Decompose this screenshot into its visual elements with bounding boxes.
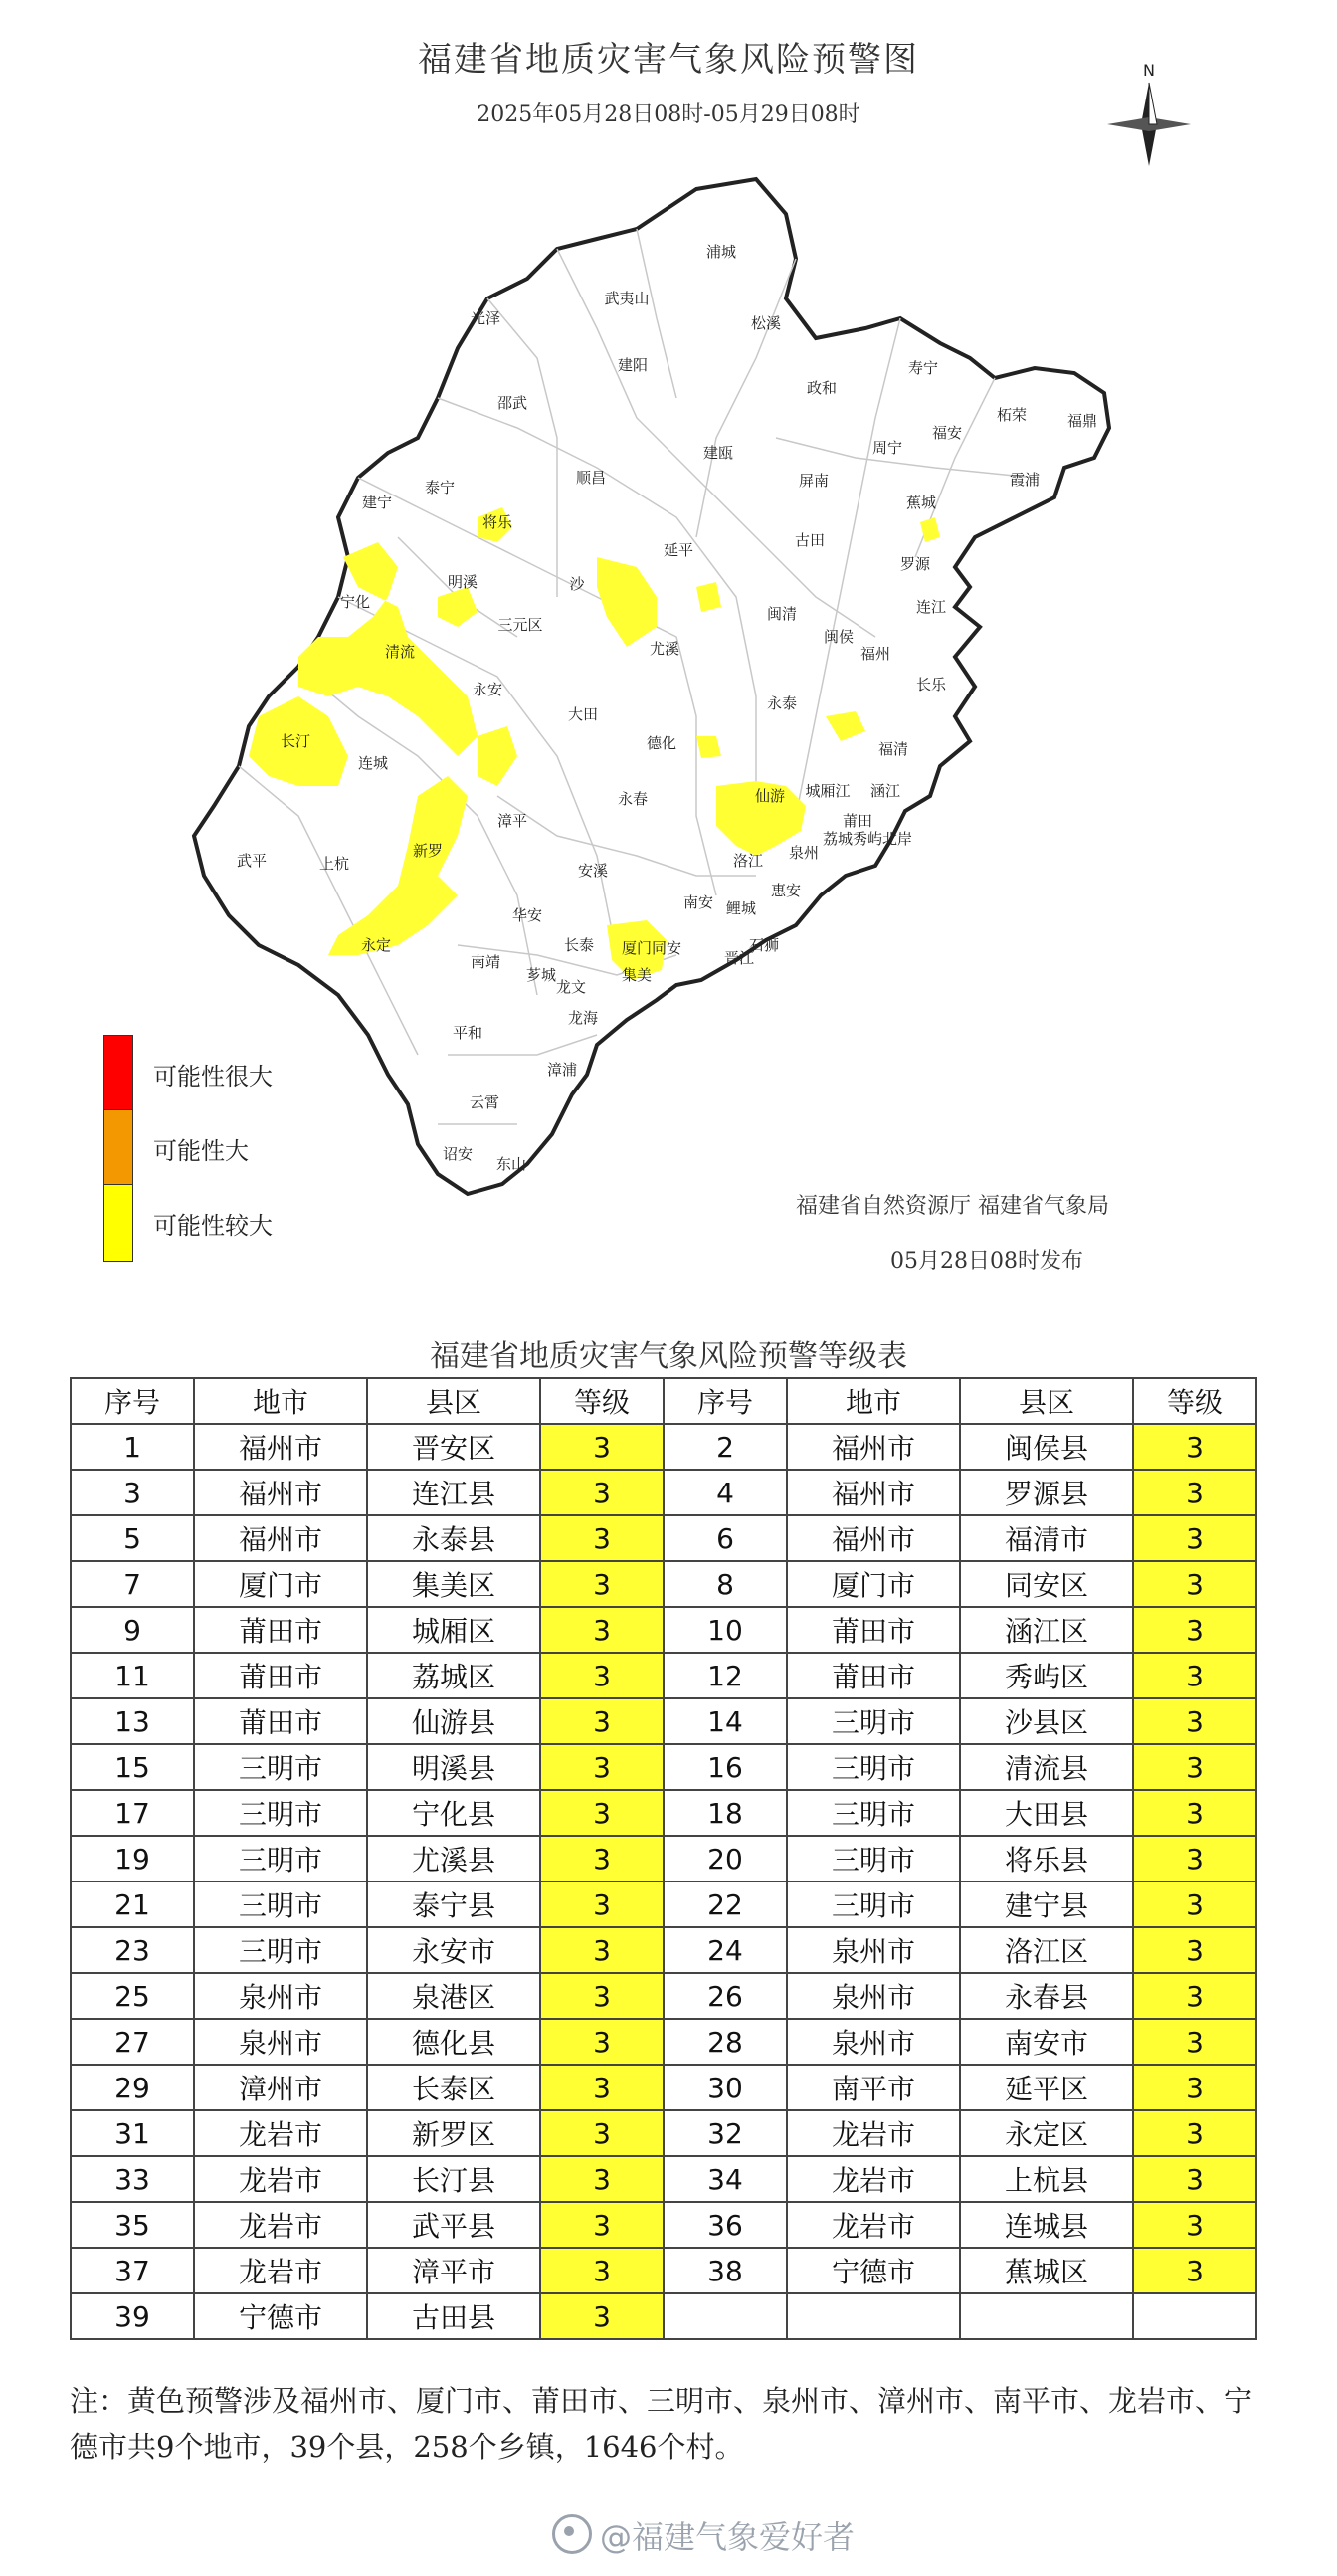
table-cell: 3 (540, 2156, 664, 2202)
table-cell: 泉州市 (194, 1973, 367, 2019)
table-cell: 延平区 (960, 2065, 1133, 2110)
table-cell: 三明市 (194, 1744, 367, 1790)
table-cell: 8 (664, 1561, 787, 1607)
legend-item (103, 1184, 273, 1262)
city-label: 大田 (567, 705, 599, 723)
table-cell: 11 (71, 1653, 194, 1698)
table-cell: 3 (1133, 1470, 1256, 1515)
table-cell: 3 (1133, 2019, 1256, 2065)
table-cell: 莆田市 (194, 1653, 367, 1698)
city-label: 福鼎 (1066, 412, 1098, 430)
table-cell: 3 (540, 1470, 664, 1515)
city-label: 尤溪 (649, 640, 680, 658)
table-cell: 10 (664, 1607, 787, 1653)
table-cell: 德化县 (367, 2019, 540, 2065)
city-label: 福清 (877, 740, 909, 758)
city-label: 芗城 (525, 966, 557, 984)
table-cell: 同安区 (960, 1561, 1133, 1607)
city-label: 城厢江 (805, 782, 851, 800)
table-cell: 2 (664, 1424, 787, 1470)
map-period: 2025年05月28日08时-05月29日08时 (477, 102, 860, 127)
city-label: 上杭 (318, 855, 350, 873)
map-title: 福建省地质灾害气象风险预警图 (418, 40, 919, 80)
table-cell: 三明市 (194, 1927, 367, 1973)
city-label: 莆田 (842, 812, 873, 830)
table-row (71, 2019, 1256, 2065)
city-label: 长泰 (563, 936, 595, 954)
table-cell: 22 (664, 1882, 787, 1927)
table-cell: 三明市 (787, 1698, 960, 1744)
watermark (552, 2512, 855, 2558)
table-cell: 3 (1133, 2248, 1256, 2293)
table-cell: 三明市 (194, 1882, 367, 1927)
legend-label: 可能性较大 (153, 1211, 273, 1240)
table-row (71, 1790, 1256, 1836)
city-label: 新罗 (412, 842, 444, 860)
city-label: 邵武 (496, 394, 528, 412)
table-row (71, 1927, 1256, 1973)
city-label: 洛江 (732, 852, 764, 870)
table-cell: 3 (1133, 1653, 1256, 1698)
table-cell: 厦门市 (787, 1561, 960, 1607)
legend-swatch (103, 1035, 133, 1112)
table-cell: 5 (71, 1515, 194, 1561)
table-cell: 18 (664, 1790, 787, 1836)
table-cell: 3 (1133, 2065, 1256, 2110)
legend-item (103, 1035, 273, 1112)
table-cell: 36 (664, 2202, 787, 2248)
table-cell: 洛江区 (960, 1927, 1133, 1973)
city-label: 柘荣 (996, 406, 1028, 424)
city-label: 安溪 (577, 862, 609, 880)
table-row (71, 2065, 1256, 2110)
table-cell: 4 (664, 1470, 787, 1515)
table-row (71, 1515, 1256, 1561)
city-label: 福州 (860, 645, 891, 663)
city-label: 连江 (915, 598, 947, 616)
table-cell: 明溪县 (367, 1744, 540, 1790)
table-row (71, 1744, 1256, 1790)
table-cell: 尤溪县 (367, 1836, 540, 1882)
city-label: 屏南 (798, 472, 830, 490)
table-cell: 3 (1133, 1424, 1256, 1470)
table-cell: 3 (540, 1790, 664, 1836)
city-label: 建瓯 (702, 444, 734, 462)
table-cell: 将乐县 (960, 1836, 1133, 1882)
table-title: 福建省地质灾害气象风险预警等级表 (430, 1339, 907, 1374)
city-label: 霞浦 (1009, 471, 1041, 489)
table-cell: 漳州市 (194, 2065, 367, 2110)
table-cell: 泉州市 (787, 2019, 960, 2065)
table-row (71, 2156, 1256, 2202)
table-cell: 12 (664, 1653, 787, 1698)
table-header-cell: 地市 (194, 1378, 367, 1424)
city-label: 闽侯 (823, 628, 855, 646)
table-cell: 大田县 (960, 1790, 1133, 1836)
table-cell: 泉港区 (367, 1973, 540, 2019)
table-cell: 1 (71, 1424, 194, 1470)
table-cell: 莆田市 (787, 1607, 960, 1653)
city-label: 荔城秀屿北岸 (822, 830, 913, 848)
table-cell: 永定区 (960, 2110, 1133, 2156)
table-cell: 31 (71, 2110, 194, 2156)
table-cell: 3 (540, 1515, 664, 1561)
table-cell: 永安市 (367, 1927, 540, 1973)
table-cell: 秀屿区 (960, 1653, 1133, 1698)
city-label: 寿宁 (907, 359, 939, 377)
table-cell: 3 (1133, 2202, 1256, 2248)
table-cell: 三明市 (787, 1790, 960, 1836)
city-label: 延平 (663, 541, 694, 559)
city-label: 将乐 (481, 513, 513, 531)
table-cell: 永泰县 (367, 1515, 540, 1561)
city-label: 武平 (236, 852, 268, 870)
table-cell: 三明市 (787, 1744, 960, 1790)
table-header-cell: 县区 (367, 1378, 540, 1424)
table-cell: 7 (71, 1561, 194, 1607)
table-cell: 福州市 (194, 1424, 367, 1470)
legend-label: 可能性大 (153, 1136, 249, 1165)
table-header-cell: 序号 (664, 1378, 787, 1424)
table-cell: 泉州市 (194, 2019, 367, 2065)
table-row (71, 2248, 1256, 2293)
footnote: 注：黄色预警涉及福州市、厦门市、莆田市、三明市、泉州市、漳州市、南平市、龙岩市、宁德市共9个地市，39个县，258个乡镇，1646个村。 (70, 2384, 1253, 2464)
table-cell: 3 (1133, 1882, 1256, 1927)
table-cell: 晋安区 (367, 1424, 540, 1470)
city-label: 沙 (569, 575, 585, 593)
city-label: 鲤城 (725, 899, 757, 917)
city-label: 仙游 (754, 787, 786, 805)
warning-level-table (70, 1377, 1257, 2340)
city-label: 永安 (472, 681, 503, 698)
compass-label: N (1143, 61, 1155, 80)
table-row (71, 1607, 1256, 1653)
table-cell: 35 (71, 2202, 194, 2248)
table-header-cell: 县区 (960, 1378, 1133, 1424)
table-cell: 福州市 (787, 1424, 960, 1470)
table-cell: 福州市 (787, 1515, 960, 1561)
city-label: 古田 (794, 531, 826, 549)
city-label: 集美 (621, 966, 653, 984)
table-cell: 39 (71, 2293, 194, 2339)
table-row (71, 1973, 1256, 2019)
table-cell: 漳平市 (367, 2248, 540, 2293)
table-cell: 23 (71, 1927, 194, 1973)
table-cell: 集美区 (367, 1561, 540, 1607)
table-cell: 福州市 (787, 1470, 960, 1515)
issuer-text: 福建省自然资源厅 福建省气象局 (796, 1194, 1109, 1219)
city-label: 华安 (511, 906, 543, 924)
table-cell: 永春县 (960, 1973, 1133, 2019)
table-cell: 13 (71, 1698, 194, 1744)
table-cell: 19 (71, 1836, 194, 1882)
city-label: 德化 (646, 734, 677, 752)
table-cell: 34 (664, 2156, 787, 2202)
table-cell: 3 (1133, 1561, 1256, 1607)
city-label: 蕉城 (905, 494, 937, 511)
table-cell: 3 (1133, 1973, 1256, 2019)
city-label: 光泽 (470, 309, 501, 327)
table-row (71, 2293, 1256, 2339)
table-cell: 3 (540, 1836, 664, 1882)
table-row (71, 1653, 1256, 1698)
table-cell: 龙岩市 (787, 2202, 960, 2248)
city-label: 南靖 (470, 953, 501, 971)
city-label: 龙海 (567, 1009, 599, 1027)
city-label: 南安 (682, 893, 714, 911)
table-cell: 龙岩市 (787, 2156, 960, 2202)
city-label: 晋江 (723, 949, 755, 967)
table-cell: 3 (1133, 1927, 1256, 1973)
table-cell: 37 (71, 2248, 194, 2293)
table-cell: 三明市 (787, 1836, 960, 1882)
watermark-text: @福建气象爱好者 (600, 2518, 856, 2556)
table-row (71, 1561, 1256, 1607)
table-cell: 3 (540, 2293, 664, 2339)
table-cell: 24 (664, 1927, 787, 1973)
table-cell: 荔城区 (367, 1653, 540, 1698)
table-cell: 莆田市 (194, 1698, 367, 1744)
table-cell: 宁德市 (787, 2248, 960, 2293)
table-row (71, 1470, 1256, 1515)
city-label: 三元区 (497, 616, 543, 634)
table-cell: 武平县 (367, 2202, 540, 2248)
city-label: 连城 (357, 754, 389, 772)
table-cell: 3 (540, 1607, 664, 1653)
table-cell (787, 2293, 960, 2339)
city-label: 浦城 (705, 243, 737, 261)
city-label: 石狮 (748, 936, 780, 954)
table-cell: 建宁县 (960, 1882, 1133, 1927)
table-header-row (71, 1378, 1256, 1424)
city-label: 龙文 (555, 978, 587, 996)
city-label: 松溪 (750, 314, 782, 332)
city-label: 厦门同安 (621, 939, 682, 957)
table-cell: 3 (540, 2202, 664, 2248)
table-cell: 3 (1133, 2110, 1256, 2156)
city-label: 闽清 (766, 605, 798, 623)
table-cell: 3 (1133, 1744, 1256, 1790)
table-cell: 14 (664, 1698, 787, 1744)
table-cell (664, 2293, 787, 2339)
city-label: 诏安 (442, 1145, 474, 1163)
table-header-cell: 等级 (1133, 1378, 1256, 1424)
city-label: 长乐 (915, 676, 947, 694)
city-label: 涵江 (869, 782, 901, 800)
table-cell: 三明市 (194, 1836, 367, 1882)
table-cell: 26 (664, 1973, 787, 2019)
table-cell: 新罗区 (367, 2110, 540, 2156)
weibo-icon (552, 2514, 592, 2554)
table-cell: 闽侯县 (960, 1424, 1133, 1470)
table-cell: 3 (540, 2110, 664, 2156)
table-cell: 长泰区 (367, 2065, 540, 2110)
city-label: 福安 (931, 424, 963, 442)
table-cell: 城厢区 (367, 1607, 540, 1653)
city-label: 罗源 (899, 555, 931, 573)
table-cell: 3 (1133, 1698, 1256, 1744)
table-cell: 3 (71, 1470, 194, 1515)
table-cell: 龙岩市 (194, 2248, 367, 2293)
city-label: 泉州 (788, 844, 820, 862)
compass-icon (1107, 83, 1191, 166)
table-cell: 21 (71, 1882, 194, 1927)
table-cell: 厦门市 (194, 1561, 367, 1607)
table-cell: 29 (71, 2065, 194, 2110)
table-cell: 莆田市 (787, 1653, 960, 1698)
table-row (71, 2110, 1256, 2156)
city-label: 平和 (452, 1024, 483, 1042)
table-row (71, 1836, 1256, 1882)
table-cell: 南安市 (960, 2019, 1133, 2065)
table-row (71, 1882, 1256, 1927)
issue-time: 05月28日08时发布 (890, 1249, 1083, 1274)
city-label: 武夷山 (604, 290, 650, 307)
table-cell: 32 (664, 2110, 787, 2156)
table-cell: 16 (664, 1744, 787, 1790)
table-cell: 33 (71, 2156, 194, 2202)
table-cell: 福州市 (194, 1515, 367, 1561)
legend-swatch (103, 1109, 133, 1187)
table-cell: 3 (540, 1973, 664, 2019)
city-label: 永定 (360, 936, 392, 954)
table-cell: 3 (540, 1882, 664, 1927)
table-cell: 3 (540, 1561, 664, 1607)
city-label: 漳平 (496, 812, 528, 830)
table-cell: 连江县 (367, 1470, 540, 1515)
table-cell: 龙岩市 (787, 2110, 960, 2156)
table-cell (1133, 2293, 1256, 2339)
table-cell: 涵江区 (960, 1607, 1133, 1653)
table-cell: 龙岩市 (194, 2202, 367, 2248)
city-label: 泰宁 (424, 479, 456, 496)
table-cell: 莆田市 (194, 1607, 367, 1653)
city-label: 长汀 (280, 732, 311, 750)
table-cell: 3 (1133, 2156, 1256, 2202)
table-cell: 20 (664, 1836, 787, 1882)
table-cell: 3 (1133, 1836, 1256, 1882)
legend-swatch (103, 1184, 133, 1262)
city-label: 永泰 (766, 694, 798, 712)
table-cell: 清流县 (960, 1744, 1133, 1790)
table-cell: 仙游县 (367, 1698, 540, 1744)
city-label: 建阳 (617, 356, 649, 374)
table-cell: 3 (540, 1698, 664, 1744)
table-cell: 福清市 (960, 1515, 1133, 1561)
city-label: 清流 (384, 643, 416, 661)
table-cell: 25 (71, 1973, 194, 2019)
table-cell: 龙岩市 (194, 2156, 367, 2202)
table-cell: 上杭县 (960, 2156, 1133, 2202)
table-cell: 3 (1133, 1607, 1256, 1653)
city-label: 惠安 (770, 882, 802, 899)
table-row (71, 1698, 1256, 1744)
table-cell: 沙县区 (960, 1698, 1133, 1744)
city-label: 宁化 (339, 593, 371, 611)
table-cell: 蕉城区 (960, 2248, 1133, 2293)
table-cell: 17 (71, 1790, 194, 1836)
table-cell: 三明市 (787, 1882, 960, 1927)
table-cell: 3 (1133, 1790, 1256, 1836)
city-label: 云霄 (469, 1093, 500, 1111)
table-cell: 3 (540, 1424, 664, 1470)
table-header-cell: 序号 (71, 1378, 194, 1424)
table-cell: 6 (664, 1515, 787, 1561)
table-cell: 3 (540, 1744, 664, 1790)
table-cell (960, 2293, 1133, 2339)
table-cell: 宁德市 (194, 2293, 367, 2339)
table-cell: 长汀县 (367, 2156, 540, 2202)
table-cell: 3 (540, 1653, 664, 1698)
table-cell: 3 (540, 1927, 664, 1973)
table-cell: 27 (71, 2019, 194, 2065)
table-cell: 30 (664, 2065, 787, 2110)
table-cell: 三明市 (194, 1790, 367, 1836)
city-label: 东山 (495, 1155, 527, 1173)
table-cell: 福州市 (194, 1470, 367, 1515)
city-label: 永春 (617, 790, 649, 808)
city-label: 建宁 (361, 494, 393, 511)
table-cell: 古田县 (367, 2293, 540, 2339)
legend-label: 可能性很大 (153, 1062, 273, 1090)
city-label: 顺昌 (575, 469, 607, 487)
table-cell: 3 (1133, 1515, 1256, 1561)
city-label: 周宁 (871, 439, 903, 457)
table-cell: 龙岩市 (194, 2110, 367, 2156)
table-header-cell: 等级 (540, 1378, 664, 1424)
legend-item (103, 1109, 249, 1187)
table-cell: 连城县 (960, 2202, 1133, 2248)
table-cell: 泉州市 (787, 1927, 960, 1973)
city-label: 漳浦 (546, 1061, 578, 1079)
table-cell: 3 (540, 2065, 664, 2110)
city-label: 政和 (806, 379, 838, 397)
table-cell: 罗源县 (960, 1470, 1133, 1515)
table-row (71, 2202, 1256, 2248)
table-cell: 泰宁县 (367, 1882, 540, 1927)
table-cell: 15 (71, 1744, 194, 1790)
table-cell: 28 (664, 2019, 787, 2065)
table-cell: 泉州市 (787, 1973, 960, 2019)
city-label: 明溪 (447, 573, 478, 591)
table-header-cell: 地市 (787, 1378, 960, 1424)
table-cell: 9 (71, 1607, 194, 1653)
table-row (71, 1424, 1256, 1470)
table-cell: 南平市 (787, 2065, 960, 2110)
table-cell: 3 (540, 2248, 664, 2293)
table-cell: 3 (540, 2019, 664, 2065)
table-cell: 宁化县 (367, 1790, 540, 1836)
table-cell: 38 (664, 2248, 787, 2293)
